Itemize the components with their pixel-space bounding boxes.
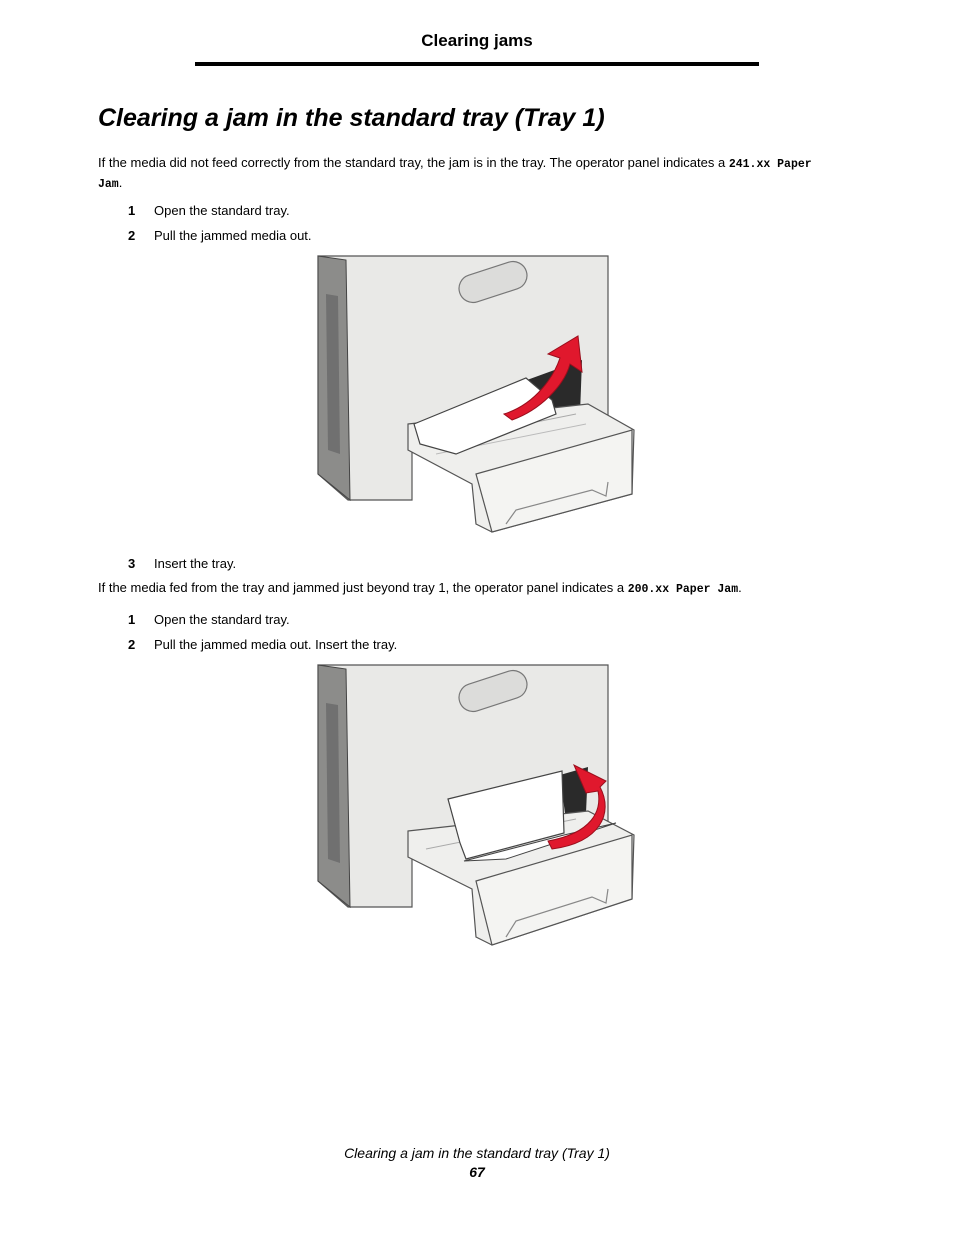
step-text: Pull the jammed media out.: [154, 228, 312, 243]
printer-tray-figure-1: [316, 254, 638, 542]
printer-tray-figure-2: [316, 663, 638, 949]
step-number: 1: [128, 203, 136, 218]
step-text: Open the standard tray.: [154, 612, 290, 627]
step-text: Pull the jammed media out. Insert the tray.: [154, 637, 398, 652]
second-paragraph: [98, 579, 838, 599]
intro-paragraph: [98, 154, 838, 194]
step-number: 1: [128, 612, 136, 627]
intro-text-end: .: [118, 175, 123, 190]
second-text: If the media fed from the tray and jammed just beyond tray 1, the operator panel indicates a: [98, 580, 628, 595]
step-a1: [128, 202, 290, 220]
step-number: 2: [128, 637, 136, 652]
error-code-241: 241.xx Paper Jam: [98, 158, 812, 191]
step-text: Open the standard tray.: [154, 203, 290, 218]
page-title: Clearing a jam in the standard tray (Tray 1): [98, 104, 605, 132]
intro-text: If the media did not feed correctly from the standard tray, the jam is in the tray. The operator panel indicates a: [98, 155, 729, 170]
footer-title: Clearing a jam in the standard tray (Tray 1): [344, 1145, 610, 1161]
step-b2: [128, 636, 397, 654]
header-rule: [195, 62, 759, 66]
step-a3: [128, 555, 236, 573]
error-code-200: 200.xx Paper Jam: [627, 583, 739, 596]
step-a2: [128, 227, 312, 245]
page-number: 67: [469, 1164, 485, 1180]
step-text: Insert the tray.: [154, 556, 237, 571]
step-number: 2: [128, 228, 136, 243]
second-text-end: .: [738, 580, 742, 595]
step-number: 3: [128, 556, 136, 571]
running-header: Clearing jams: [421, 31, 533, 50]
step-b1: [128, 611, 290, 629]
